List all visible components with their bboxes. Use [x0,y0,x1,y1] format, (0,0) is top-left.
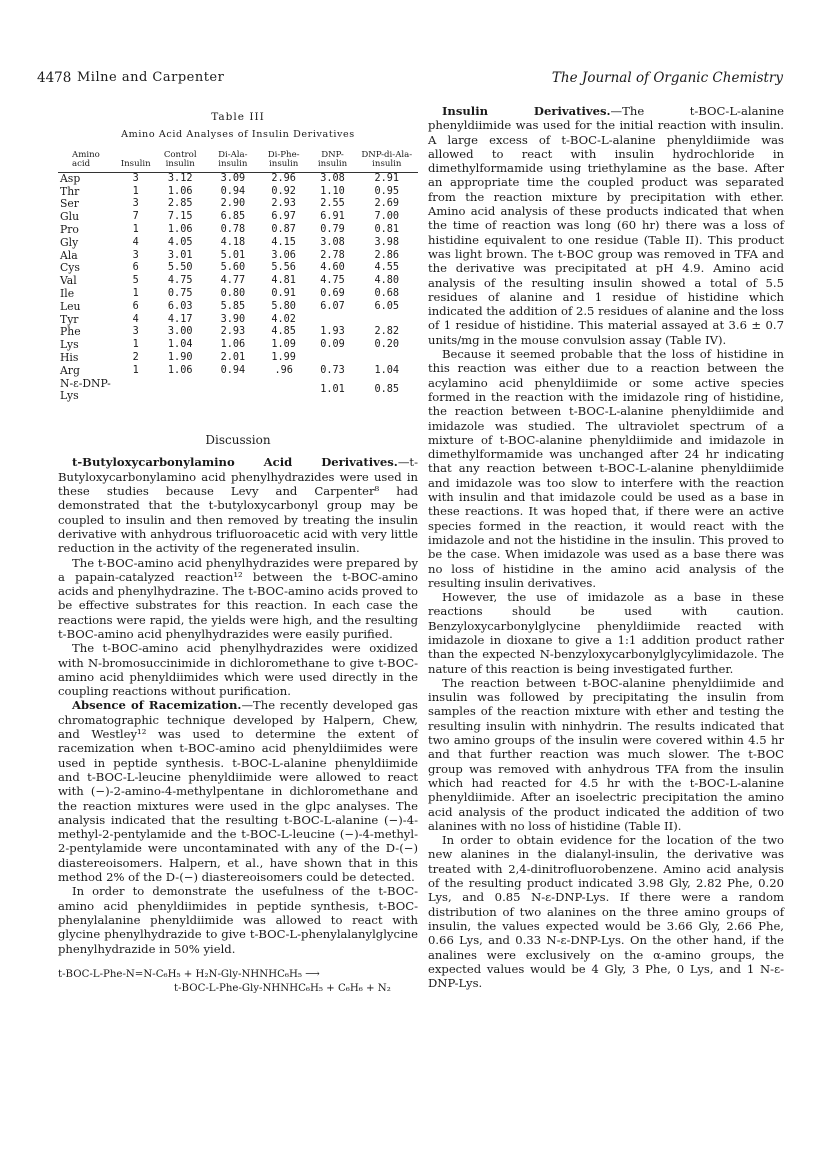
table-cell: 6.85 [220,211,246,223]
running-authors: Milne and Carpenter [77,70,225,85]
table-cell: 1.04 [167,339,193,351]
paragraph-text: —The t-BOC-L-alanine phenyldiimide was used for the initial reaction with insulin. A large excess of t-BOC-L-alanine phenyldiimide was allowed to react with insulin hydrochloride in dimethylformamide using triethylamine as the base. After an appropriate time the coupled product was separated from the reaction mixture by precipitation with ether. Amino acid analysis of these products indicated that when the time of reaction was long (60 hr) there was a loss of histidine equivalent to one residue (Table II). This product was light brown. The t-BOC group was removed in TFA and the derivative was precipitated at pH 4.9. Amino acid analysis of the resulting insulin showed a total of 5.5 residues of alanine and 1 residue of histidine which indicated the addition of 2.5 residues of alanine and the loss of 1 residue of histidine. This material assayed at 3.6 ± 0.7 units/mg in the mouse convulsion assay (Table IV). [428,104,784,347]
table-cell: 3.12 [167,172,193,184]
table-row [58,250,418,263]
table-row [58,339,418,352]
table-cell: 0.68 [374,287,400,299]
table-title: Table III [211,111,265,123]
table-cell: 0.95 [374,185,400,197]
table-cell: 3 [132,249,139,261]
run-in-heading: Absence of Racemization. [72,698,242,713]
amino-acid-name: Thr [60,184,80,198]
paragraph [58,455,418,555]
amino-acid-name: Glu [60,210,80,224]
table-cell: 2.55 [320,198,345,210]
table-cell: 2.93 [220,326,246,338]
table-cell: 4.80 [374,275,400,287]
column-header: Insulin [120,159,151,170]
table-cell: .96 [274,364,293,376]
amino-acid-name: Cys [60,261,80,275]
paragraph [428,104,784,347]
table-cell: 1 [132,364,139,376]
amino-acid-name: His [60,350,79,364]
run-in-heading: t-Butyloxycarbonylamino Acid Derivatives. [72,455,398,470]
table-cell: 1.99 [271,351,296,363]
table-cell: 6.05 [374,300,400,312]
paragraph: The reaction between t-BOC-alanine phenyldiimide and insulin was followed by precipitating the insulin from samples of the reaction mixture with ether and testing the resulting insulin with ninhydrin. The results indicated that two amino groups of the insulin were covered within 4.5 hr and that further reaction was much slower. The t-BOC group was removed with anhydrous TFA from the insulin which had reacted for 4.5 hr with the t-BOC-L-alanine phenyldiimide. After an isoelectric precipitation the amino acid analysis of the product indicated the addition of two alanines with no loss of histidine (Table II). [428,675,784,833]
table-cell: 1.06 [220,339,246,351]
table-cell: 0.94 [220,185,246,197]
table-cell: 4.60 [320,262,345,274]
table-cell [356,352,418,365]
table-cell: 1.09 [271,339,296,351]
table-cell: 0.20 [374,339,400,351]
table-cell: 2.01 [220,351,246,363]
paragraph: The t-BOC-amino acid phenylhydrazides were prepared by a papain-catalyzed reaction¹² between the t-BOC-amino acids and phenylhydrazine. The t-BOC-amino acids proved to be effective substrates for this reaction. In each case the reactions were rapid, the yields were high, and the resulting t-BOC-amino acid phenylhydrazides were easily purified. [58,555,418,641]
table-cell: 0.85 [374,383,400,395]
table-cell: 5.60 [220,262,246,274]
amino-acid-name: Lys [60,338,79,352]
table-cell: 5.56 [271,262,296,274]
amino-acid-name: Ser [60,197,79,211]
table-cell: 2.91 [374,172,400,184]
table-body [58,172,418,403]
table-cell: 1.04 [374,364,400,376]
table-row [58,237,418,250]
table-cell: 5 [132,275,139,287]
amino-acid-name: Leu [60,299,81,313]
table-cell: 4.17 [167,313,193,325]
amino-acid-name: Val [60,274,77,288]
table-cell: 6 [132,262,139,274]
table-row [58,172,418,185]
paragraph: The t-BOC-amino acid phenylhydrazides were oxidized with N-bromosuccinimide in dichloromethane to give t-BOC-amino acid phenyldiimides which were used directly in the coupling reactions without purification. [58,641,418,699]
table-cell: 3.90 [220,313,246,325]
table-cell: 4.85 [271,326,296,338]
table-cell: 2.86 [374,249,400,261]
table-cell: 3.00 [167,326,193,338]
table-cell: 4 [132,236,139,248]
table-row [58,326,418,339]
table-cell: 7 [132,211,139,223]
table-cell: 4.55 [374,262,400,274]
table-cell: 0.87 [271,223,296,235]
paragraph-text: —t-Butyloxycarbonylamino acid phenylhydrazides were used in these studies because Levy and Carpenter⁸ had demonstrated that the t-butyloxycarbonyl group may be coupled to insulin and then removed by treating the insulin derivative with anhydrous trifluoroacetic acid with very little reduction in the activity of the regenerated insulin. [58,455,418,556]
table-row [58,288,418,301]
amino-acid-table [58,151,418,404]
run-in-heading: Insulin Derivatives. [442,104,611,118]
equation-line: t-BOC-L-Phe-N=N-C₆H₅ + H₂N-Gly-NHNHC₆H₅ ⟶ [58,968,320,980]
table-cell: 0.73 [320,364,345,376]
table-cell: 0.92 [271,185,296,197]
table-cell: 0.69 [320,287,345,299]
page-number: 4478 [37,70,72,86]
column-header: Control insulin [163,149,197,170]
amino-acid-name: N-ε-DNP-Lys [60,376,111,403]
table-cell: 6.97 [271,211,296,223]
table-cell: 3.01 [167,249,193,261]
table-row [58,314,418,327]
amino-acid-name: Ala [60,248,78,262]
table-cell: 0.75 [167,287,193,299]
table-row [58,275,418,288]
table-cell: 3 [132,326,139,338]
table-cell: 3 [132,172,139,184]
column-header: DNP-di-Ala-insulin [361,149,413,170]
table-cell: 3.08 [320,236,345,248]
table-cell: 4.75 [167,275,193,287]
table-cell: 4.15 [271,236,296,248]
discussion-heading: Discussion [205,433,271,448]
table-cell: 2.96 [271,172,296,184]
table-cell: 3.06 [271,249,296,261]
table-cell [258,378,309,404]
journal-name: The Journal of Organic Chemistry [551,70,783,86]
table-cell: 2.93 [271,198,296,210]
table-row [58,301,418,314]
table-cell: 1.90 [167,351,193,363]
amino-acid-name: Pro [60,222,79,236]
table-cell: 0.79 [320,223,345,235]
paragraph: Because it seemed probable that the loss of histidine in this reaction was either due to a reaction between the acylamino acid phenyldiimide or some active species formed in the reaction with the imidazole ring of histidine, the reaction between t-BOC-L-alanine phenyldiimide and imidazole was studied. The ultraviolet spectrum of a mixture of t-BOC-alanine phenyldiimide and imidazole in dimethylformamide was unchanged after 24 hr indicating that any reaction between t-BOC-L-alanine phenyldiimide and imidazole was too slow to interfere with the reaction with insulin and that imidazole could be used as a base in these reactions. It was hoped that, if there were an active species formed in the reaction, it would react with the imidazole and not the histidine in the insulin. This proved to be the case. When imidazole was used as a base there was no loss of histidine in the amino acid analysis of the resulting insulin derivatives. [428,347,784,590]
table-cell: 1.93 [320,326,345,338]
table-cell: 1.06 [167,185,193,197]
table-cell: 4.02 [271,313,296,325]
table-cell: 4.05 [167,236,193,248]
amino-acid-name: Phe [60,325,81,339]
table-row [58,186,418,199]
table-cell: 3.08 [320,172,345,184]
table-cell: 2.78 [320,249,345,261]
table-cell: 3.98 [374,236,400,248]
paragraph: In order to obtain evidence for the location of the two new alanines in the dialanyl-insulin, the derivative was treated with 2,4-dinitrofluorobenzene. Amino acid analysis of the resulting product indicated 3.98 Gly, 2.82 Phe, 0.20 Lys, and 0.85 N-ε-DNP-Lys. If there were a random distribution of two alanines on the three amino groups of insulin, the values expected would be 3.66 Gly, 2.66 Phe, 0.66 Lys, and 0.33 N-ε-DNP-Lys. On the other hand, if the analines were exclusively on the α-amino groups, the expected values would be 4 Gly, 3 Phe, 0 Lys, and 1 N-ε-DNP-Lys. [428,833,784,991]
table-cell [153,378,208,404]
table-cell: 0.80 [220,287,246,299]
table-cell: 4 [132,313,139,325]
paragraph [58,698,418,884]
table-cell: 1.06 [167,364,193,376]
amino-acid-name: Gly [60,235,79,249]
table-cell: 1 [132,223,139,235]
table-cell: 6.07 [320,300,345,312]
table-cell: 0.81 [374,223,400,235]
table-cell: 5.80 [271,300,296,312]
table-cell: 2.82 [374,326,400,338]
table-cell [309,352,355,365]
table-row [58,352,418,365]
table-cell: 3 [132,198,139,210]
left-column [58,104,418,996]
table-cell: 0.94 [220,364,246,376]
table-cell: 1.10 [320,185,345,197]
table-cell: 1 [132,185,139,197]
right-column [428,104,784,990]
table-row [58,378,418,404]
table-cell: 0.91 [271,287,296,299]
column-header: Di-Phe-insulin [267,149,300,170]
amino-acid-name: Ile [60,286,75,300]
table-cell: 1 [132,287,139,299]
reaction-equation [58,968,418,996]
table-cell: 6 [132,300,139,312]
table-row [58,365,418,378]
paragraph: In order to demonstrate the usefulness of the t-BOC-amino acid phenyldiimides in peptide synthesis, t-BOC-phenylalanine phenyldiimide was allowed to react with glycine phenylhydrazide to give t-BOC-L-phenylalanylglycine phenylhydrazide in 50% yield. [58,884,418,956]
amino-acid-name: Asp [60,171,81,185]
table-subtitle: Amino Acid Analyses of Insulin Derivatives [121,129,355,141]
table-cell: 2.90 [220,198,246,210]
table-row [58,224,418,237]
table-cell: 4.75 [320,275,345,287]
table-cell: 4.81 [271,275,296,287]
table-cell [356,314,418,327]
table-row [58,198,418,211]
table-cell: 5.85 [220,300,246,312]
page-header [37,70,783,90]
column-header: Di-Ala-insulin [218,149,248,170]
equation-line: t-BOC-L-Phe-Gly-NHNHC₆H₅ + C₆H₆ + N₂ [174,982,391,994]
paragraph: However, the use of imidazole as a base in these reactions should be used with caution. Benzyloxycarbonylglycine phenyldiimide reacted with imidazole in dioxane to give a 1:1 addition product rather than the expected N-benzyloxycarbonylglycylimidazole. The nature of this reaction is being investigated further. [428,590,784,676]
table-cell [119,378,153,404]
table-cell: 6.03 [167,300,193,312]
table-cell: 1 [132,339,139,351]
column-header: Amino acid [72,149,100,170]
column-header: DNP-insulin [317,149,348,170]
table-header-row [58,151,418,173]
table-cell: 2 [132,351,139,363]
amino-acid-name: Tyr [60,312,79,326]
table-cell: 1.06 [167,223,193,235]
table-cell [208,378,258,404]
table-cell: 0.09 [320,339,345,351]
table-cell: 2.85 [167,198,193,210]
table-cell [309,314,355,327]
table-row [58,262,418,275]
table-cell: 2.69 [374,198,400,210]
paragraph-text: —The recently developed gas chromatographic technique developed by Halpern, Chew, and Westley¹² was used to determine the extent of racemization when t-BOC-amino acid phenyldiimides were used in peptide synthesis. t-BOC-L-alanine phenyldiimide and t-BOC-L-leucine phenyldiimide were allowed to react with (−)-2-amino-4-methylpentane in dichloromethane and the reaction mixtures were used in the glpc analyses. The analysis indicated that the resulting t-BOC-L-alanine (−)-4-methyl-2-pentylamide and the t-BOC-L-leucine (−)-4-methyl-2-pentylamide were uncontaminated with any of the D-(−) diastereoisomers. Halpern, et al., have shown that in this method 2% of the D-(−) diastereoisomers could be detected. [58,698,418,885]
table-cell: 4.18 [220,236,246,248]
amino-acid-name: Arg [60,363,80,377]
table-row [58,211,418,224]
table-cell: 1.01 [320,383,345,395]
table-cell: 5.50 [167,262,193,274]
table-cell: 6.91 [320,211,345,223]
table-cell: 0.78 [220,223,246,235]
table-cell: 7.00 [374,211,400,223]
table-cell: 4.77 [220,275,246,287]
table-cell: 7.15 [167,211,193,223]
table-cell: 5.01 [220,249,246,261]
table-cell: 3.09 [220,172,246,184]
